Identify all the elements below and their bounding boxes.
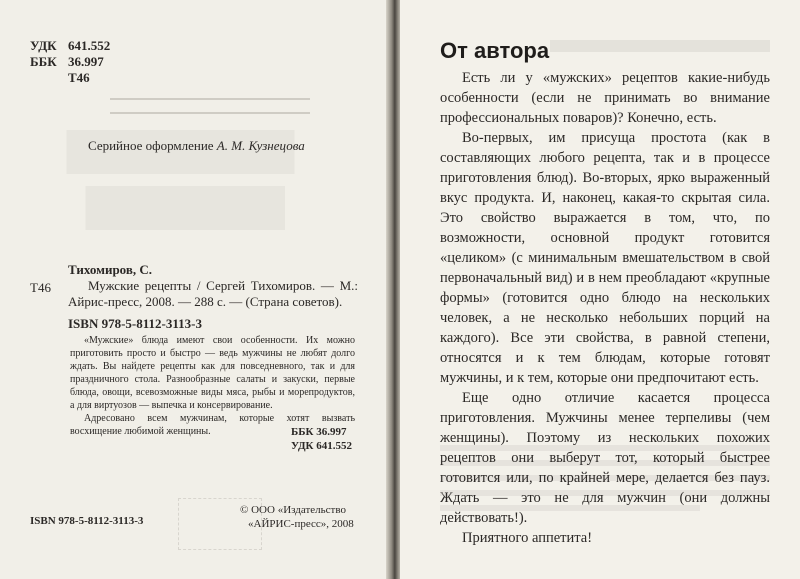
annotation-paragraph: Адресовано всем мужчинам, которые хотят вызвать восхищение любимой женщины.: [70, 413, 355, 437]
preface-text: [440, 68, 770, 548]
series-design-credit: [88, 138, 305, 154]
classification-block: [30, 38, 110, 86]
classification-key: УДК: [30, 38, 57, 53]
series-designer: А. М. Кузнецова: [216, 138, 305, 153]
classification-key: ББК: [30, 54, 57, 69]
classification-value: Т46: [68, 70, 90, 85]
show-through-rule: [110, 98, 310, 100]
annotation: [70, 334, 355, 438]
preface-paragraph: Во-первых, им присуща простота (как в составляющих любого рецепта, так и в процессе приготовления блюд). Во-вторых, ярко выраженный вкус продукта. И, наконец, какая-то скрытая сила. Это свойство выражается в том, что, по возможности, основной продукт готовится «целиком» (с минимальным вмешательством в свой первоначальный вид) и в нем преобладают «крупные формы» (готовится одно блюдо на нескольких человек, а не несколько небольших порций на каждого). Все эти свойства, в равной степени, относятся и к тем блюдам, которые готовят мужчины, и к тем, которые они предпочитают есть.: [440, 130, 770, 386]
bottom-udk: УДК 641.552: [290, 440, 352, 452]
copyright-line: «АЙРИС-пресс», 2008: [248, 518, 354, 530]
series-label: Серийное оформление: [88, 138, 214, 153]
copyright: [240, 503, 354, 531]
card-author: Тихомиров, С.: [68, 262, 153, 277]
annotation-paragraph: «Мужские» блюда имеют свои особенности. Их можно приготовить просто и быстро — ведь мужчины не любят долго ждать. Вы найдете рецепты как для повседневного, так и для праздничного стола. Разнообразные салаты и закуски, первые блюда, овощи, всевозможные виды мяса, рыбы и морепродуктов, а для виртуозов — выпечка и консервирование.: [70, 335, 355, 411]
classification-row: [30, 54, 110, 70]
show-through-rule: [110, 112, 310, 114]
classification-value: 641.552: [68, 38, 111, 53]
left-page: [0, 0, 388, 579]
card-code: Т46: [30, 280, 51, 295]
bottom-classification: [291, 425, 352, 453]
classification-row: [30, 38, 110, 54]
classification-key: [30, 70, 68, 86]
page-title: От автора: [440, 38, 550, 63]
classification-row: [30, 70, 110, 86]
preface-paragraph: Приятного аппетита!: [462, 530, 593, 546]
card-isbn: ISBN 978-5-8112-3113-3: [68, 316, 202, 331]
preface-paragraph: Еще одно отличие касается процесса приготовления. Мужчины менее терпеливы (чем женщины). Поэтому из нескольких похожих рецептов они выберут тот, который быстрее готовится или, по крайней мере, делается без пауз. Ждать — это не для мужчин (они должны действовать!).: [440, 390, 770, 526]
copyright-line: © ООО «Издательство: [240, 504, 346, 516]
isbn-bottom: ISBN 978-5-8112-3113-3: [30, 515, 144, 527]
catalog-card: [68, 262, 358, 332]
bottom-bbk: ББК 36.997: [290, 426, 347, 438]
classification-value: 36.997: [68, 54, 104, 69]
card-text: Мужские рецепты / Сергей Тихомиров. — М.: Айрис-пресс, 2008. — 288 с. — (Страна советов).: [68, 278, 358, 309]
preface-paragraph: Есть ли у «мужских» рецептов какие-нибудь особенности (если не принимать во внимание профессиональных поваров)? Конечно, есть.: [440, 70, 770, 126]
